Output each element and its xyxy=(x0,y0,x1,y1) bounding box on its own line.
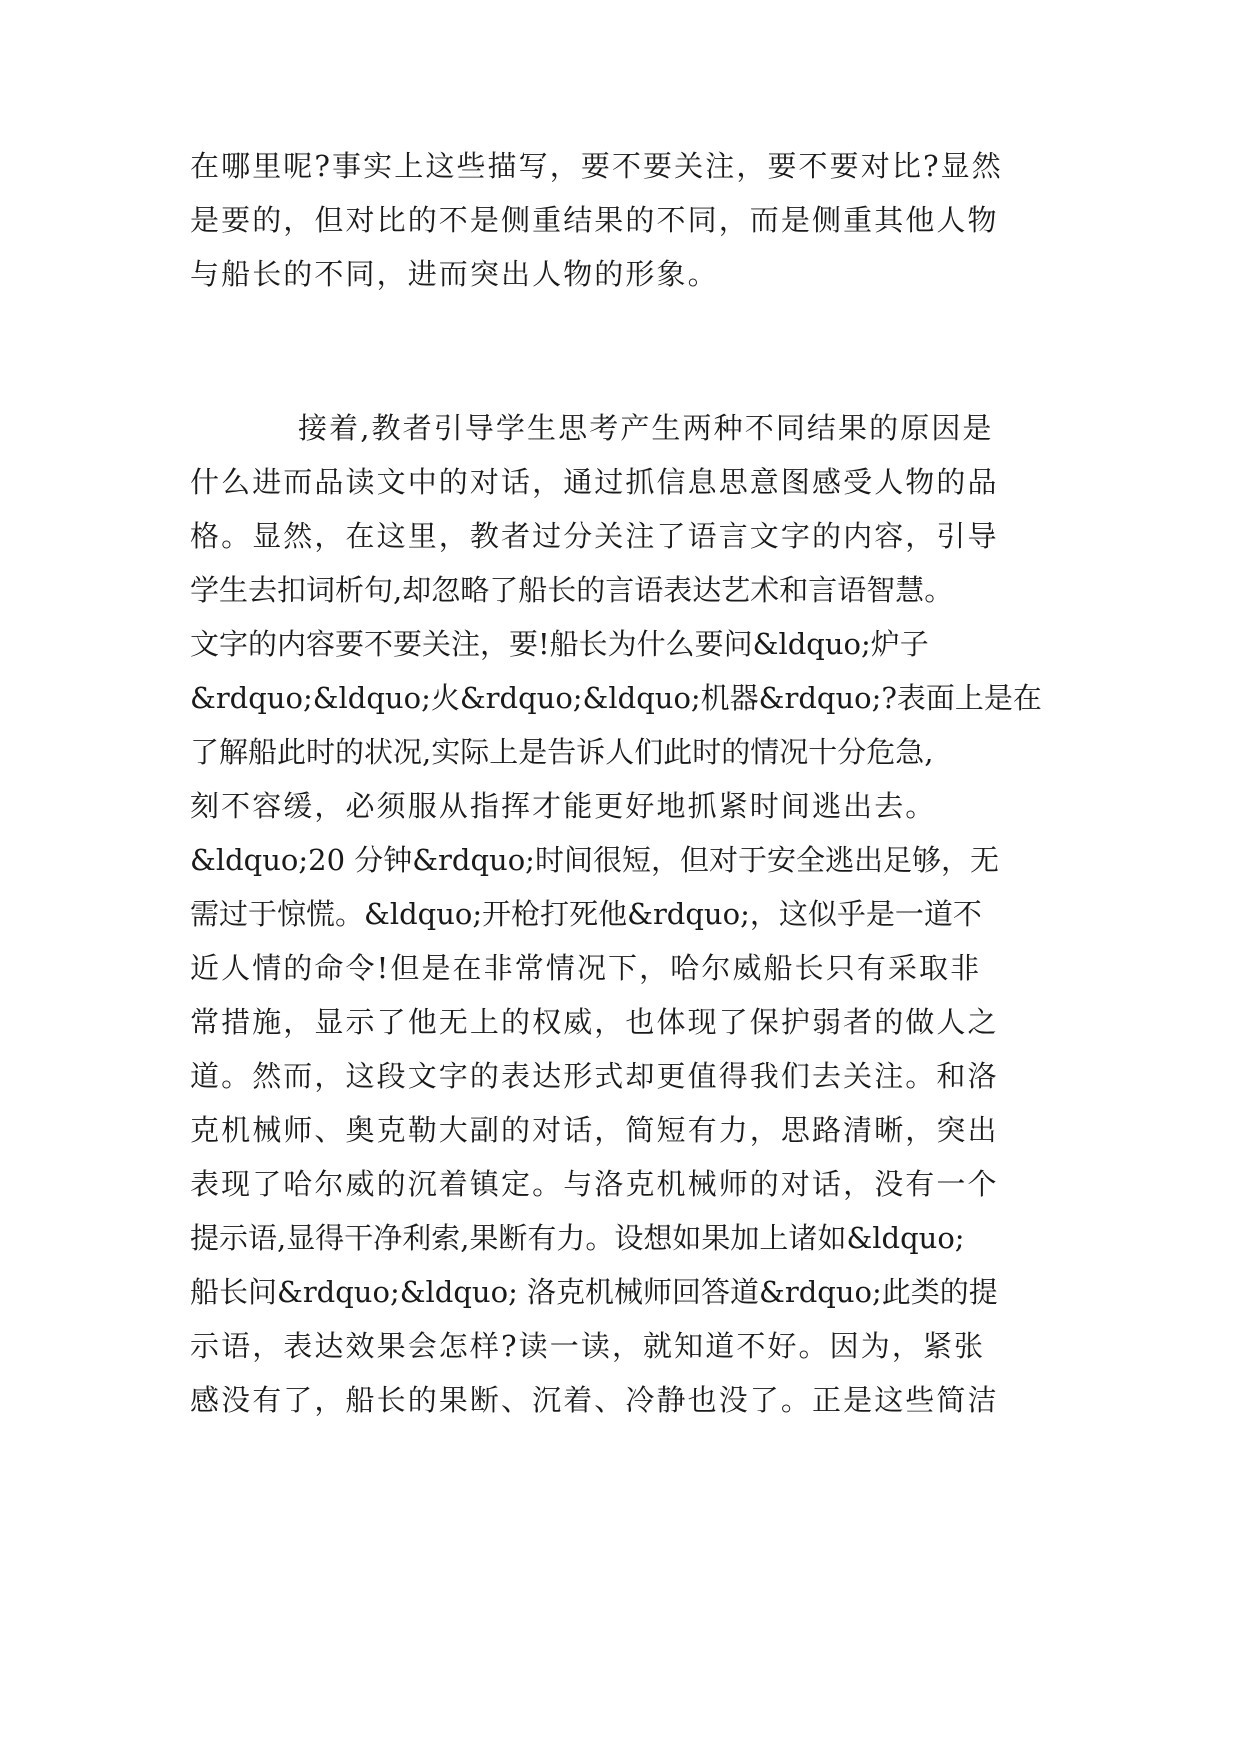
text-line: 示语，表达效果会怎样?读一读，就知道不好。因为，紧张 xyxy=(190,1329,986,1363)
text-line: 船长问&rdquo;&ldquo; 洛克机械师回答道&rdquo;此类的提 xyxy=(190,1275,998,1309)
text-line: 了解船此时的状况,实际上是告诉人们此时的情况十分危急, xyxy=(190,735,934,769)
text-line: 格。显然，在这里，教者过分关注了语言文字的内容，引导 xyxy=(190,519,999,553)
text-line: 感没有了，船长的果断、沉着、冷静也没了。正是这些简洁 xyxy=(190,1383,999,1417)
text-line: 表现了哈尔威的沉着镇定。与洛克机械师的对话，没有一个 xyxy=(190,1167,999,1201)
text-line: 克机械师、奥克勒大副的对话，简短有力，思路清晰，突出 xyxy=(190,1113,999,1147)
text-line: 与船长的不同，进而突出人物的形象。 xyxy=(190,257,719,291)
text-line: 常措施，显示了他无上的权威，也体现了保护弱者的做人之 xyxy=(190,1005,999,1039)
text-line: 刻不容缓，必须服从指挥才能更好地抓紧时间逃出去。 xyxy=(190,789,937,823)
text-line: 道。然而，这段文字的表达形式却更值得我们去关注。和洛 xyxy=(190,1059,999,1093)
text-line: &rdquo;&ldquo;火&rdquo;&ldquo;机器&rdquo;?表面上是在 xyxy=(190,681,1042,715)
text-line: 学生去扣词析句,却忽略了船长的言语表达艺术和言语智慧。 xyxy=(190,573,954,607)
text-line: 提示语,显得干净利索,果断有力。设想如果加上诸如&ldquo; xyxy=(190,1221,965,1255)
text-line: 文字的内容要不要关注，要!船长为什么要问&ldquo;炉子 xyxy=(190,627,929,661)
text-line: 是要的，但对比的不是侧重结果的不同，而是侧重其他人物 xyxy=(190,203,999,237)
text-line: 需过于惊慌。&ldquo;开枪打死他&rdquo;，这似乎是一道不 xyxy=(190,897,982,931)
text-line: 接着,教者引导学生思考产生两种不同结果的原因是 xyxy=(298,411,994,445)
text-line: 什么进而品读文中的对话，通过抓信息思意图感受人物的品 xyxy=(190,465,999,499)
text-line: &ldquo;20 分钟&rdquo;时间很短，但对于安全逃出足够，无 xyxy=(190,843,999,877)
text-line: 近人情的命令!但是在非常情况下，哈尔威船长只有采取非 xyxy=(190,951,982,985)
text-line: 在哪里呢?事实上这些描写，要不要关注，要不要对比?显然 xyxy=(190,149,1003,183)
